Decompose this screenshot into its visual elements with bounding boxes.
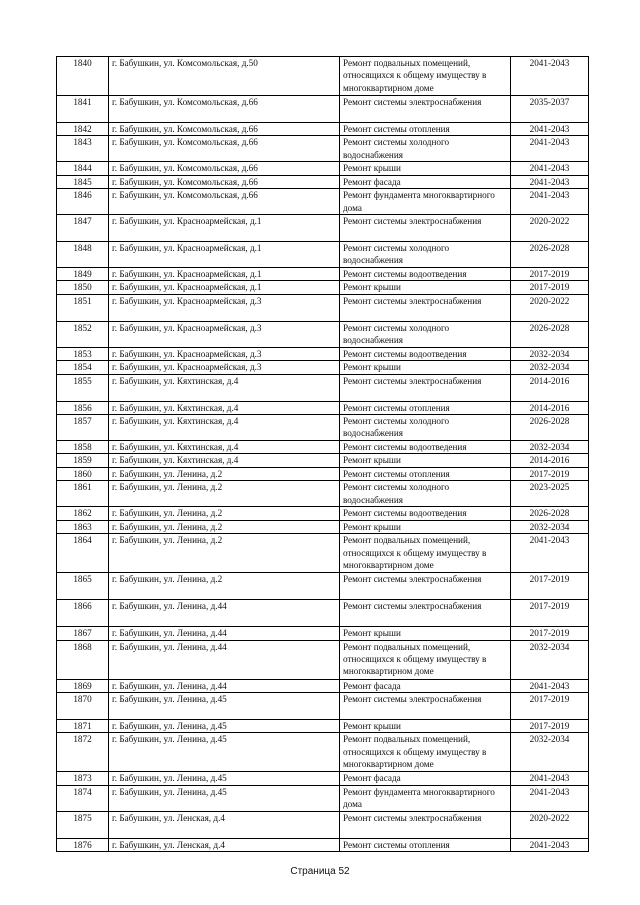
row-number-cell: 1855	[57, 374, 109, 401]
address-cell: г. Бабушкин, ул. Ленина, д.44	[109, 600, 340, 627]
work-type-cell: Ремонт крыши	[340, 520, 511, 533]
work-type-cell: Ремонт системы электроснабжения	[340, 96, 511, 123]
period-cell: 2041-2043	[511, 772, 589, 785]
table-row	[57, 811, 589, 838]
row-number-cell: 1840	[57, 57, 109, 96]
row-number-cell: 1846	[57, 189, 109, 215]
row-number-cell: 1851	[57, 294, 109, 321]
table-row	[57, 640, 589, 679]
table-row	[57, 573, 589, 600]
row-number-cell: 1864	[57, 534, 109, 573]
table-row	[57, 441, 589, 454]
row-number-cell: 1874	[57, 785, 109, 811]
address-cell: г. Бабушкин, ул. Кяхтинская, д.4	[109, 374, 340, 401]
work-type-cell: Ремонт системы водоотведения	[340, 268, 511, 281]
table-row	[57, 719, 589, 732]
document-page	[56, 56, 588, 852]
period-cell: 2014-2016	[511, 374, 589, 401]
row-number-cell: 1852	[57, 321, 109, 347]
work-type-cell: Ремонт подвальных помещений, относящихся к общему имуществу в многоквартирном доме	[340, 640, 511, 679]
row-number-cell: 1856	[57, 401, 109, 414]
row-number-cell: 1876	[57, 838, 109, 851]
row-number-cell: 1860	[57, 467, 109, 480]
row-number-cell: 1865	[57, 573, 109, 600]
table-row	[57, 294, 589, 321]
address-cell: г. Бабушкин, ул. Кяхтинская, д.4	[109, 441, 340, 454]
address-cell: г. Бабушкин, ул. Ленская, д.4	[109, 811, 340, 838]
work-type-cell: Ремонт системы электроснабжения	[340, 215, 511, 242]
period-cell: 2017-2019	[511, 281, 589, 294]
address-cell: г. Бабушкин, ул. Кяхтинская, д.4	[109, 454, 340, 467]
period-cell: 2032-2034	[511, 520, 589, 533]
row-number-cell: 1857	[57, 415, 109, 441]
address-cell: г. Бабушкин, ул. Красноармейская, д.3	[109, 361, 340, 374]
period-cell: 2041-2043	[511, 123, 589, 136]
table-row	[57, 136, 589, 162]
work-type-cell: Ремонт фасада	[340, 175, 511, 188]
table-row	[57, 57, 589, 96]
table-row	[57, 534, 589, 573]
period-cell: 2017-2019	[511, 692, 589, 719]
table-row	[57, 215, 589, 242]
table-row	[57, 507, 589, 520]
period-cell: 2032-2034	[511, 733, 589, 772]
address-cell: г. Бабушкин, ул. Ленина, д.45	[109, 772, 340, 785]
address-cell: г. Бабушкин, ул. Комсомольская, д.66	[109, 162, 340, 175]
table-row	[57, 467, 589, 480]
table-row	[57, 96, 589, 123]
period-cell: 2026-2028	[511, 242, 589, 268]
period-cell: 2041-2043	[511, 57, 589, 96]
period-cell: 2017-2019	[511, 627, 589, 640]
address-cell: г. Бабушкин, ул. Красноармейская, д.1	[109, 268, 340, 281]
table-row	[57, 189, 589, 215]
address-cell: г. Бабушкин, ул. Ленина, д.44	[109, 640, 340, 679]
period-cell: 2020-2022	[511, 294, 589, 321]
address-cell: г. Бабушкин, ул. Ленина, д.2	[109, 573, 340, 600]
work-type-cell: Ремонт фундамента многоквартирного дома	[340, 785, 511, 811]
period-cell: 2041-2043	[511, 175, 589, 188]
table-row	[57, 401, 589, 414]
table-row	[57, 415, 589, 441]
period-cell: 2041-2043	[511, 136, 589, 162]
work-type-cell: Ремонт фасада	[340, 679, 511, 692]
work-type-cell: Ремонт системы водоотведения	[340, 441, 511, 454]
period-cell: 2035-2037	[511, 96, 589, 123]
table-row	[57, 321, 589, 347]
table-row	[57, 361, 589, 374]
address-cell: г. Бабушкин, ул. Ленина, д.45	[109, 785, 340, 811]
period-cell: 2023-2025	[511, 481, 589, 507]
table-row	[57, 692, 589, 719]
period-cell: 2014-2016	[511, 454, 589, 467]
period-cell: 2032-2034	[511, 441, 589, 454]
work-type-cell: Ремонт системы отопления	[340, 838, 511, 851]
address-cell: г. Бабушкин, ул. Ленина, д.2	[109, 520, 340, 533]
work-type-cell: Ремонт системы холодного водоснабжения	[340, 242, 511, 268]
period-cell: 2017-2019	[511, 719, 589, 732]
work-type-cell: Ремонт системы водоотведения	[340, 507, 511, 520]
address-cell: г. Бабушкин, ул. Красноармейская, д.1	[109, 242, 340, 268]
row-number-cell: 1868	[57, 640, 109, 679]
row-number-cell: 1843	[57, 136, 109, 162]
work-type-cell: Ремонт системы электроснабжения	[340, 692, 511, 719]
row-number-cell: 1847	[57, 215, 109, 242]
address-cell: г. Бабушкин, ул. Комсомольская, д.50	[109, 57, 340, 96]
row-number-cell: 1862	[57, 507, 109, 520]
repair-schedule-table	[56, 56, 589, 852]
address-cell: г. Бабушкин, ул. Красноармейская, д.1	[109, 215, 340, 242]
row-number-cell: 1850	[57, 281, 109, 294]
row-number-cell: 1848	[57, 242, 109, 268]
row-number-cell: 1873	[57, 772, 109, 785]
work-type-cell: Ремонт системы холодного водоснабжения	[340, 136, 511, 162]
row-number-cell: 1871	[57, 719, 109, 732]
table-row	[57, 242, 589, 268]
row-number-cell: 1859	[57, 454, 109, 467]
address-cell: г. Бабушкин, ул. Комсомольская, д.66	[109, 136, 340, 162]
table-row	[57, 347, 589, 360]
address-cell: г. Бабушкин, ул. Кяхтинская, д.4	[109, 401, 340, 414]
address-cell: г. Бабушкин, ул. Кяхтинская, д.4	[109, 415, 340, 441]
row-number-cell: 1842	[57, 123, 109, 136]
address-cell: г. Бабушкин, ул. Комсомольская, д.66	[109, 123, 340, 136]
work-type-cell: Ремонт системы водоотведения	[340, 347, 511, 360]
work-type-cell: Ремонт системы отопления	[340, 401, 511, 414]
period-cell: 2032-2034	[511, 361, 589, 374]
work-type-cell: Ремонт подвальных помещений, относящихся к общему имуществу в многоквартирном доме	[340, 733, 511, 772]
period-cell: 2041-2043	[511, 838, 589, 851]
period-cell: 2041-2043	[511, 679, 589, 692]
row-number-cell: 1861	[57, 481, 109, 507]
work-type-cell: Ремонт системы холодного водоснабжения	[340, 481, 511, 507]
period-cell: 2026-2028	[511, 507, 589, 520]
period-cell: 2032-2034	[511, 347, 589, 360]
address-cell: г. Бабушкин, ул. Ленина, д.45	[109, 719, 340, 732]
period-cell: 2017-2019	[511, 600, 589, 627]
address-cell: г. Бабушкин, ул. Ленина, д.2	[109, 467, 340, 480]
work-type-cell: Ремонт системы электроснабжения	[340, 294, 511, 321]
row-number-cell: 1872	[57, 733, 109, 772]
row-number-cell: 1875	[57, 811, 109, 838]
table-row	[57, 268, 589, 281]
table-row	[57, 733, 589, 772]
period-cell: 2032-2034	[511, 640, 589, 679]
period-cell: 2017-2019	[511, 467, 589, 480]
work-type-cell: Ремонт крыши	[340, 627, 511, 640]
period-cell: 2041-2043	[511, 162, 589, 175]
table-row	[57, 454, 589, 467]
table-row	[57, 175, 589, 188]
period-cell: 2041-2043	[511, 534, 589, 573]
address-cell: г. Бабушкин, ул. Красноармейская, д.1	[109, 281, 340, 294]
address-cell: г. Бабушкин, ул. Ленина, д.2	[109, 481, 340, 507]
row-number-cell: 1863	[57, 520, 109, 533]
period-cell: 2014-2016	[511, 401, 589, 414]
row-number-cell: 1853	[57, 347, 109, 360]
row-number-cell: 1841	[57, 96, 109, 123]
table-body	[57, 57, 589, 852]
page-number: Страница 52	[290, 866, 350, 877]
row-number-cell: 1854	[57, 361, 109, 374]
table-row	[57, 600, 589, 627]
work-type-cell: Ремонт системы отопления	[340, 123, 511, 136]
row-number-cell: 1858	[57, 441, 109, 454]
row-number-cell: 1867	[57, 627, 109, 640]
address-cell: г. Бабушкин, ул. Красноармейская, д.3	[109, 321, 340, 347]
address-cell: г. Бабушкин, ул. Ленина, д.45	[109, 733, 340, 772]
table-row	[57, 520, 589, 533]
work-type-cell: Ремонт системы электроснабжения	[340, 374, 511, 401]
table-row	[57, 838, 589, 851]
row-number-cell: 1870	[57, 692, 109, 719]
work-type-cell: Ремонт крыши	[340, 281, 511, 294]
work-type-cell: Ремонт системы электроснабжения	[340, 573, 511, 600]
address-cell: г. Бабушкин, ул. Комсомольская, д.66	[109, 189, 340, 215]
table-row	[57, 281, 589, 294]
work-type-cell: Ремонт крыши	[340, 361, 511, 374]
row-number-cell: 1866	[57, 600, 109, 627]
row-number-cell: 1849	[57, 268, 109, 281]
period-cell: 2041-2043	[511, 785, 589, 811]
address-cell: г. Бабушкин, ул. Ленина, д.45	[109, 692, 340, 719]
table-row	[57, 772, 589, 785]
table-row	[57, 162, 589, 175]
address-cell: г. Бабушкин, ул. Комсомольская, д.66	[109, 175, 340, 188]
table-row	[57, 679, 589, 692]
address-cell: г. Бабушкин, ул. Ленина, д.2	[109, 507, 340, 520]
address-cell: г. Бабушкин, ул. Ленина, д.44	[109, 627, 340, 640]
address-cell: г. Бабушкин, ул. Красноармейская, д.3	[109, 347, 340, 360]
address-cell: г. Бабушкин, ул. Ленина, д.2	[109, 534, 340, 573]
work-type-cell: Ремонт подвальных помещений, относящихся к общему имуществу в многоквартирном доме	[340, 57, 511, 96]
table-row	[57, 785, 589, 811]
work-type-cell: Ремонт системы электроснабжения	[340, 600, 511, 627]
address-cell: г. Бабушкин, ул. Красноармейская, д.3	[109, 294, 340, 321]
row-number-cell: 1869	[57, 679, 109, 692]
work-type-cell: Ремонт крыши	[340, 454, 511, 467]
work-type-cell: Ремонт крыши	[340, 162, 511, 175]
address-cell: г. Бабушкин, ул. Ленина, д.44	[109, 679, 340, 692]
period-cell: 2017-2019	[511, 268, 589, 281]
table-row	[57, 374, 589, 401]
address-cell: г. Бабушкин, ул. Комсомольская, д.66	[109, 96, 340, 123]
row-number-cell: 1844	[57, 162, 109, 175]
period-cell: 2041-2043	[511, 189, 589, 215]
period-cell: 2026-2028	[511, 415, 589, 441]
work-type-cell: Ремонт системы отопления	[340, 467, 511, 480]
work-type-cell: Ремонт системы холодного водоснабжения	[340, 321, 511, 347]
work-type-cell: Ремонт фундамента многоквартирного дома	[340, 189, 511, 215]
work-type-cell: Ремонт подвальных помещений, относящихся к общему имуществу в многоквартирном доме	[340, 534, 511, 573]
work-type-cell: Ремонт системы холодного водоснабжения	[340, 415, 511, 441]
table-row	[57, 123, 589, 136]
work-type-cell: Ремонт крыши	[340, 719, 511, 732]
table-row	[57, 627, 589, 640]
period-cell: 2020-2022	[511, 215, 589, 242]
work-type-cell: Ремонт системы электроснабжения	[340, 811, 511, 838]
work-type-cell: Ремонт фасада	[340, 772, 511, 785]
period-cell: 2020-2022	[511, 811, 589, 838]
row-number-cell: 1845	[57, 175, 109, 188]
period-cell: 2026-2028	[511, 321, 589, 347]
address-cell: г. Бабушкин, ул. Ленская, д.4	[109, 838, 340, 851]
period-cell: 2017-2019	[511, 573, 589, 600]
table-row	[57, 481, 589, 507]
